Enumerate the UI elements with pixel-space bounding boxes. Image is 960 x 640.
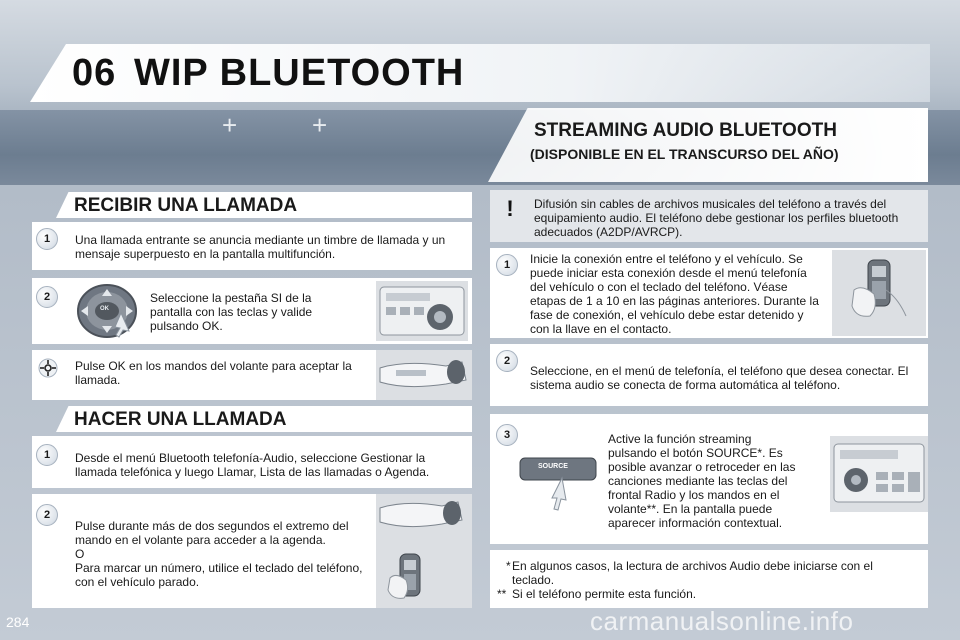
recibir-step-2-text: Seleccione la pestaña SI de la pantalla con las teclas y valide pulsando OK.: [150, 291, 313, 333]
streaming-step-3-text: Active la función streaming pulsando el botón SOURCE*. Es posible avanzar o retroceder en las canciones mediante las teclas del frontal Radio y los mandos en el volante**. En la pantalla puede aparecer información contextual.: [608, 432, 796, 530]
steering-control-icon: [38, 358, 58, 378]
watermark: carmanualsonline.info: [590, 606, 854, 636]
step-number-badge: 1: [36, 444, 58, 466]
steering-stalk-illustration: [376, 350, 472, 400]
recibir-wheel-text: Pulse OK en los mandos del volante para aceptar la llamada.: [75, 359, 352, 387]
phone-in-hand-illustration: [832, 250, 926, 336]
recibir-step-1-text: Una llamada entrante se anuncia mediante un timbre de llamada y un mensaje superpuesto en la pantalla multifunción.: [75, 233, 446, 261]
streaming-step-2-text: Seleccione, en el menú de telefonía, el teléfono que desea conectar. El sistema audio se conecta de forma automática al teléfono.: [530, 364, 909, 392]
step-number-badge: 2: [36, 286, 58, 308]
footnote-mark: **: [497, 587, 507, 601]
streaming-title: STREAMING AUDIO BLUETOOTH: [534, 120, 837, 141]
hacer-step-2-or: O: [75, 547, 85, 561]
page-number: 284: [6, 614, 30, 630]
plus-icon: +: [222, 110, 238, 140]
step-number-badge: 2: [36, 504, 58, 526]
streaming-subtitle: (DISPONIBLE EN EL TRANSCURSO DEL AÑO): [530, 146, 839, 162]
hacer-step-2-text: [75, 519, 370, 589]
chapter-number: 06: [72, 52, 117, 94]
radio-front-illustration: [830, 436, 928, 512]
hacer-title: HACER UNA LLAMADA: [74, 409, 287, 430]
step-number-badge: 1: [36, 228, 58, 250]
step-number-badge: 1: [496, 254, 518, 276]
streaming-note-text: Difusión sin cables de archivos musicales del teléfono a través del equipamiento audio. El teléfono debe gestionar los perfiles bluetooth adecuados (A2DP/AVRCP).: [534, 197, 899, 239]
streaming-step-1-text: Inicie la conexión entre el teléfono y el vehículo. Se puede iniciar esta conexión desde el menú telefonía del vehículo o con el teclado del teléfono. Véase etapas de 1 a 10 en las páginas anteriores. Durante la fase de conexión, el vehículo debe estar detenido y con la llave en el contacto.: [530, 252, 819, 336]
stalk-and-phone-illustration: [376, 494, 472, 608]
source-button-label: SOURCE: [538, 463, 568, 470]
hacer-step-2-text-1: Pulse durante más de dos segundos el extremo del mando en el volante para acceder a la agenda.: [75, 519, 349, 547]
hacer-step-2-text-2: Para marcar un número, utilice el teclado del teléfono, con el vehículo parado.: [75, 561, 363, 589]
recibir-title: RECIBIR UNA LLAMADA: [74, 195, 298, 216]
footnote-mark: *: [506, 559, 511, 573]
footnote-text: En algunos casos, la lectura de archivos Audio debe iniciarse con el teclado.: [512, 559, 873, 587]
hacer-step-1-text: Desde el menú Bluetooth telefonía-Audio, seleccione Gestionar la llamada telefónica y luego Llamar, Lista de las llamadas o Agenda.: [75, 451, 430, 479]
plus-icon: +: [312, 110, 328, 140]
ok-label: OK: [100, 306, 109, 312]
footnote-text: Si el teléfono permite esta función.: [512, 587, 697, 601]
page-title: WIP BLUETOOTH: [134, 52, 465, 94]
step-number-badge: 3: [496, 424, 518, 446]
warning-icon: !: [506, 196, 514, 221]
radio-panel-illustration: [376, 281, 468, 341]
step-number-badge: 2: [496, 350, 518, 372]
